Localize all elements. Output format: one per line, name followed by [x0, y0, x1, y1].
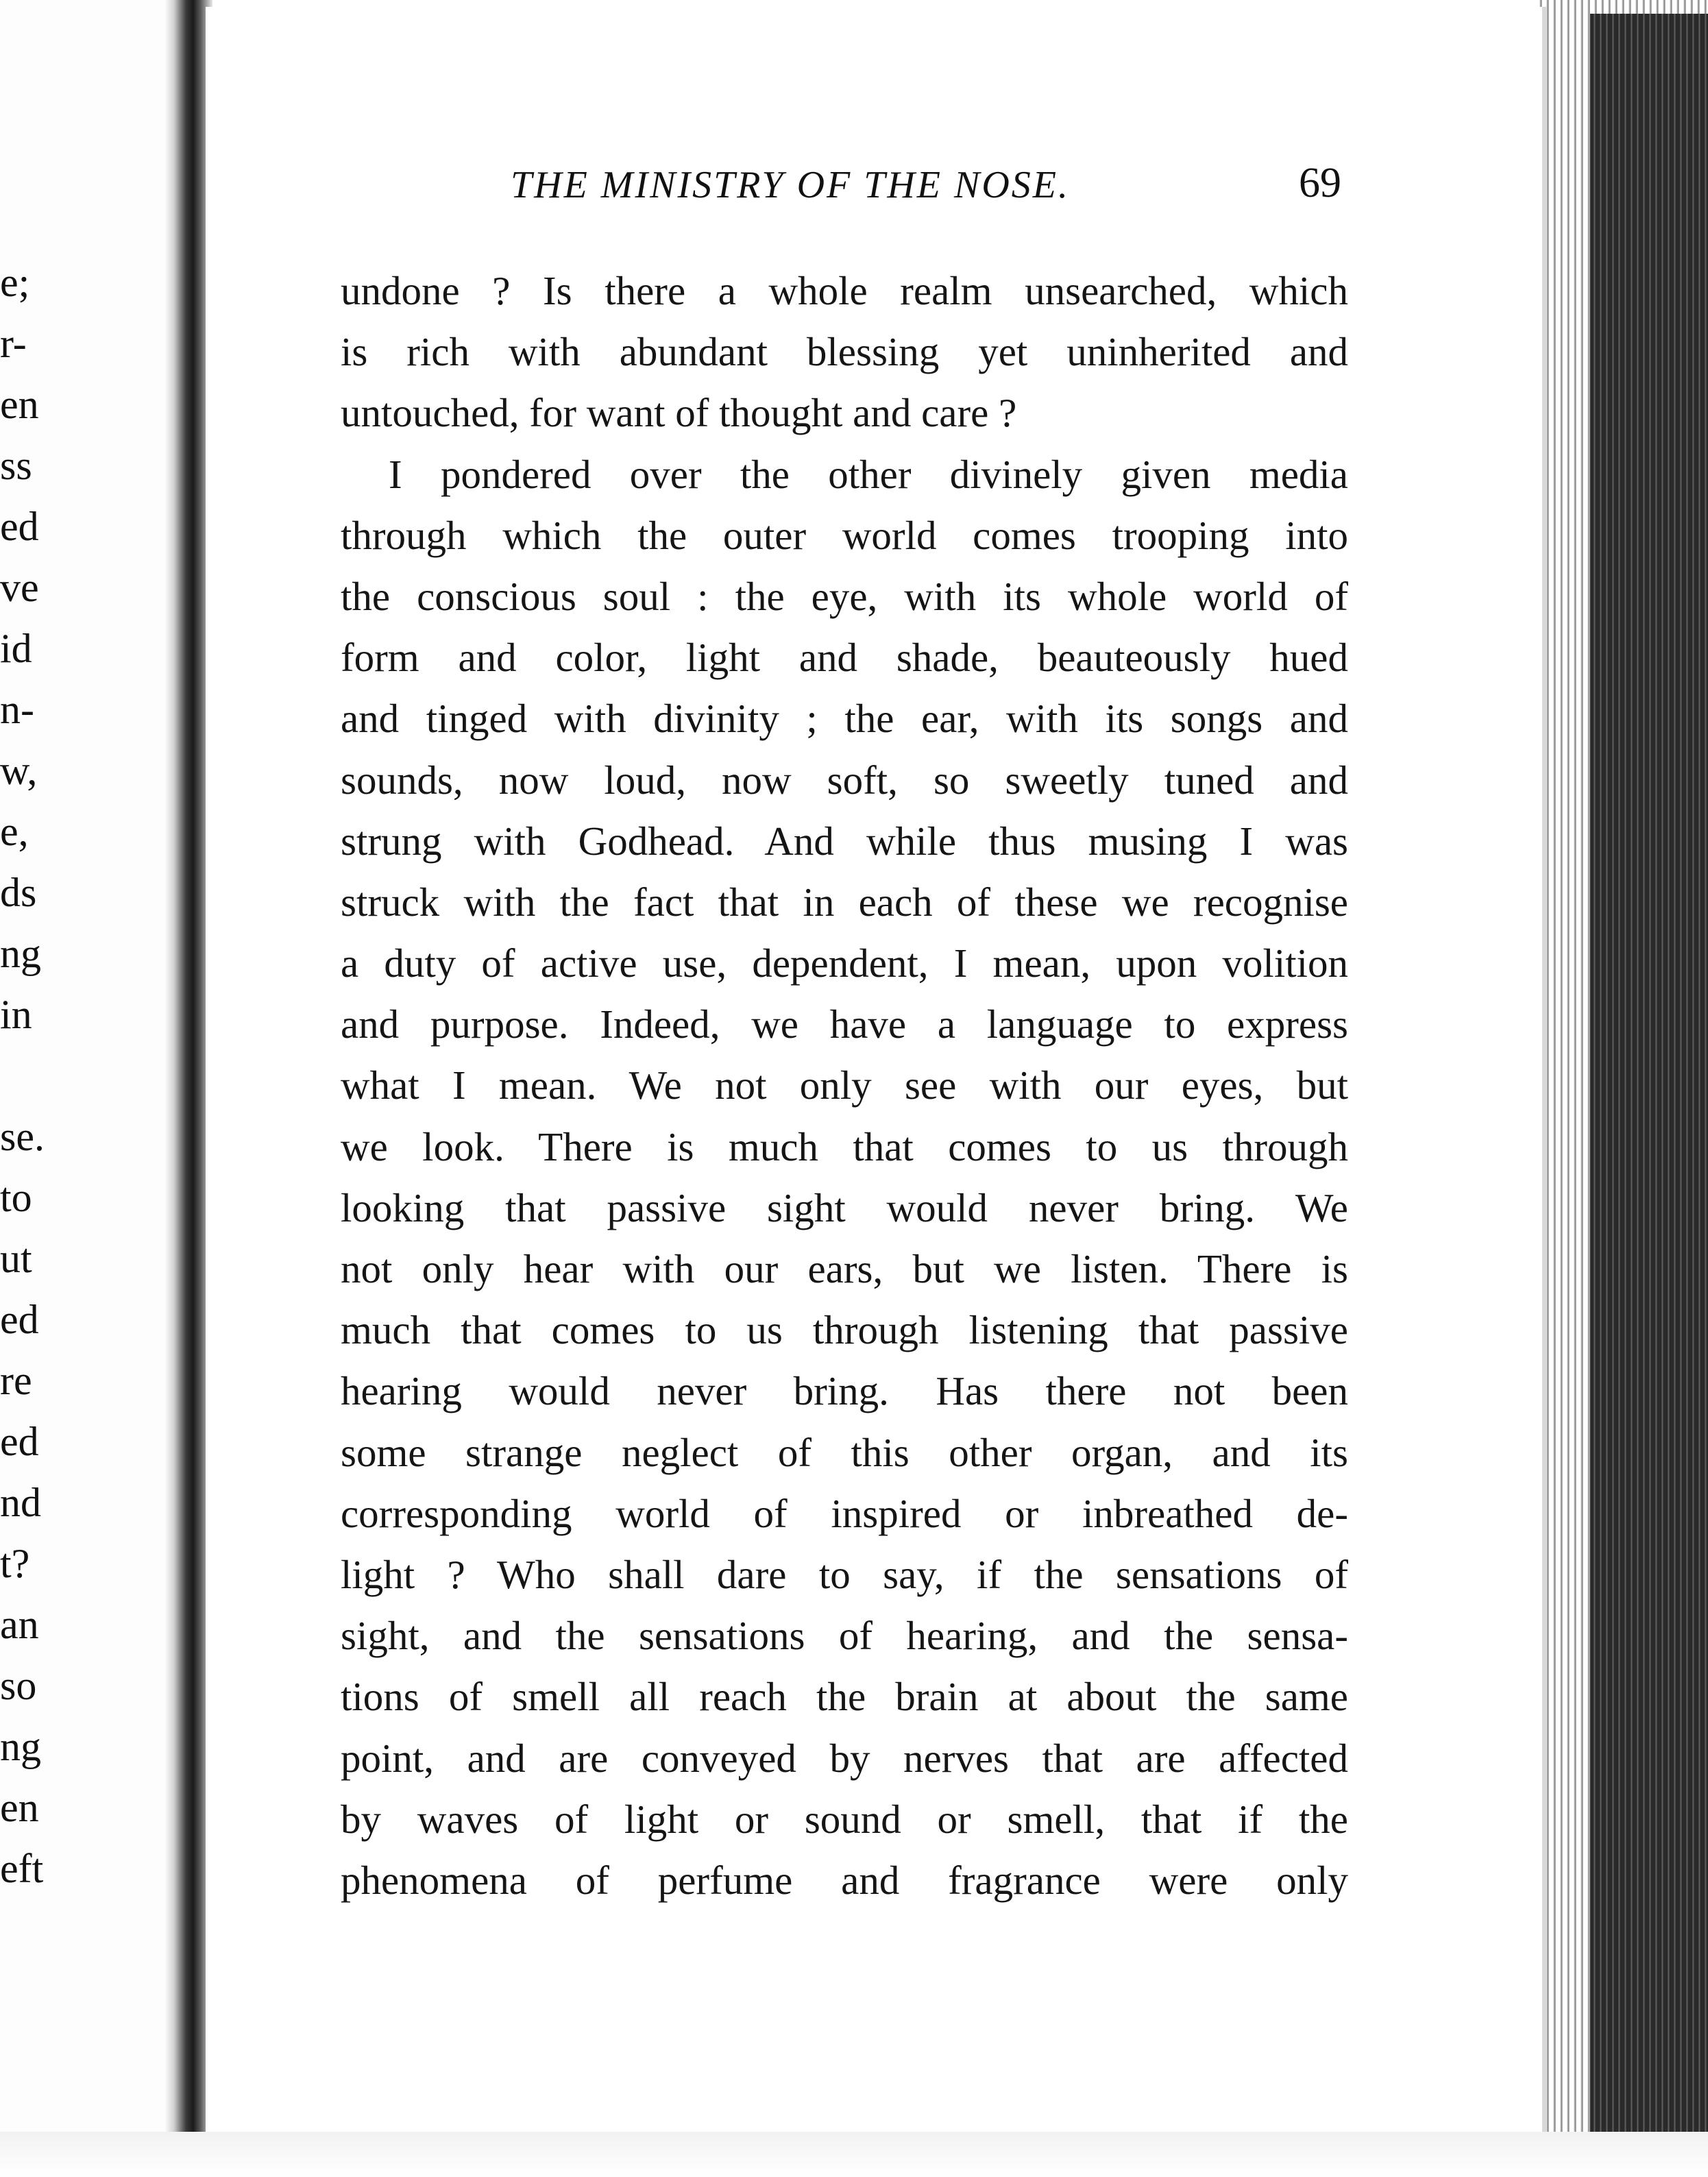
text-line: corresponding world of inspired or inbreathed de-	[341, 1490, 1348, 1536]
left-page-fragment: to	[0, 1175, 32, 1220]
text-line: I pondered over the other divinely given media	[389, 451, 1348, 497]
text-line: struck with the fact that in each of these we recognise	[341, 879, 1348, 925]
left-page-fragment: en	[0, 382, 39, 427]
left-page-fragment: in	[0, 992, 32, 1037]
left-page-fragment: ut	[0, 1236, 32, 1281]
left-page-fragment: ng	[0, 1724, 41, 1769]
left-page-fragment: r-	[0, 321, 27, 366]
text-line: and tinged with divinity ; the ear, with its songs and	[341, 696, 1348, 742]
page-number: 69	[1299, 160, 1341, 206]
text-line: we look. There is much that comes to us through	[341, 1123, 1348, 1169]
text-line: untouched, for want of thought and care ?	[341, 390, 1017, 436]
left-page-fragment: w,	[0, 748, 38, 793]
text-line: phenomena of perfume and fragrance were only	[341, 1857, 1348, 1903]
body-text	[341, 260, 1348, 1911]
left-page-fragment: eft	[0, 1846, 44, 1891]
text-line: form and color, light and shade, beauteously hued	[341, 635, 1348, 681]
text-line: some strange neglect of this other organ, and its	[341, 1429, 1348, 1475]
left-page-fragment: se.	[0, 1114, 45, 1159]
left-page-fragment: ve	[0, 565, 39, 610]
text-line: tions of smell all reach the brain at about the same	[341, 1674, 1348, 1720]
running-head: THE MINISTRY OF THE NOSE.	[511, 164, 1071, 206]
left-page-fragment: ed	[0, 1419, 39, 1464]
text-line: much that comes to us through listening that passive	[341, 1307, 1348, 1353]
left-page-fragment: en	[0, 1785, 39, 1830]
page-bottom-edge	[0, 2132, 1708, 2177]
text-line: is rich with abundant blessing yet uninherited and	[341, 329, 1348, 375]
left-page-fragment: e,	[0, 809, 29, 854]
text-line: point, and are conveyed by nerves that are affected	[341, 1735, 1348, 1781]
left-page-fragment: ss	[0, 443, 32, 488]
text-line: strung with Godhead. And while thus musing I was	[341, 818, 1348, 864]
left-page-fragment: so	[0, 1663, 37, 1708]
left-page-fragment: ed	[0, 1297, 39, 1342]
left-page-fragment: an	[0, 1602, 39, 1647]
text-line: undone ? Is there a whole realm unsearched, which	[341, 268, 1348, 313]
text-line: sight, and the sensations of hearing, and the sensa-	[341, 1613, 1348, 1659]
left-facing-page	[0, 0, 171, 2177]
text-line: by waves of light or sound or smell, that if the	[341, 1796, 1348, 1842]
text-line: through which the outer world comes trooping into	[341, 512, 1348, 558]
left-page-fragment: ds	[0, 870, 37, 915]
text-line: looking that passive sight would never bring. We	[341, 1184, 1348, 1230]
text-line: hearing would never bring. Has there not been	[341, 1368, 1348, 1414]
page-edges-shadow	[1590, 14, 1708, 2152]
text-line: what I mean. We not only see with our eyes, but	[341, 1062, 1348, 1108]
left-page-fragment: re	[0, 1358, 32, 1403]
text-line: sounds, now loud, now soft, so sweetly tuned and	[341, 757, 1348, 803]
left-page-fragment: ed	[0, 504, 39, 549]
left-page-fragment: n-	[0, 687, 34, 732]
text-line: a duty of active use, dependent, I mean, upon volition	[341, 940, 1348, 986]
left-page-fragment: e;	[0, 260, 30, 305]
text-line: not only hear with our ears, but we listen. There is	[341, 1246, 1348, 1291]
text-line: light ? Who shall dare to say, if the sensations of	[341, 1551, 1348, 1597]
left-page-fragment: t?	[0, 1541, 30, 1586]
left-page-fragment: nd	[0, 1480, 41, 1525]
text-line: and purpose. Indeed, we have a language to express	[341, 1001, 1348, 1047]
text-line: the conscious soul : the eye, with its whole world of	[341, 573, 1348, 619]
left-page-fragment: ng	[0, 931, 41, 976]
left-page-fragment: id	[0, 626, 32, 671]
